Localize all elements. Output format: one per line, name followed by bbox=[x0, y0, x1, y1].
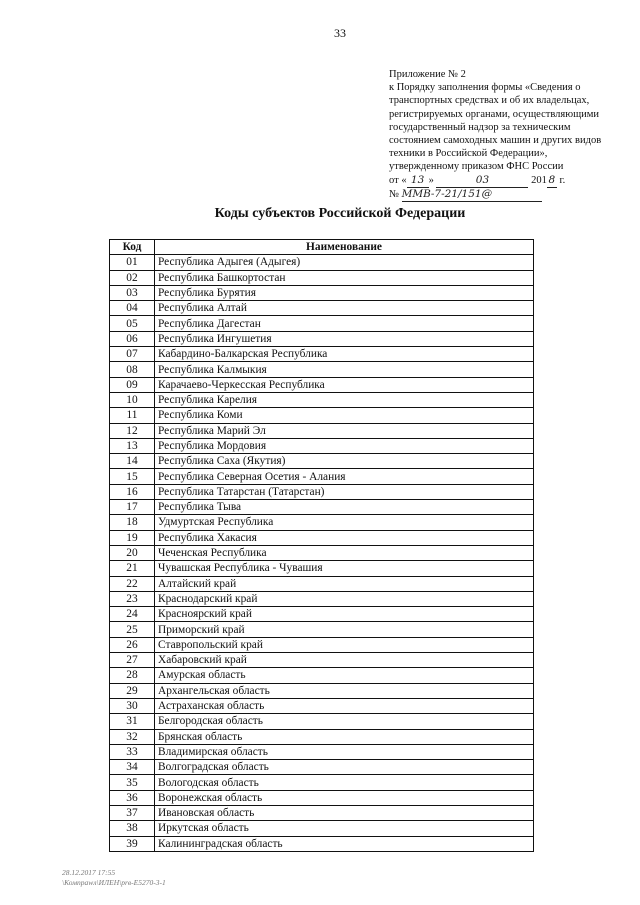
appendix-line: к Порядку заполнения формы «Сведения о bbox=[389, 82, 581, 94]
region-name: Воронежская область bbox=[155, 790, 534, 805]
region-name: Республика Коми bbox=[155, 408, 534, 423]
region-name: Брянская область bbox=[155, 729, 534, 744]
region-code: 18 bbox=[110, 515, 155, 530]
table-header-row bbox=[110, 240, 534, 255]
appendix-line: транспортных средствах и об их владельцах, bbox=[389, 95, 590, 107]
region-name: Красноярский край bbox=[155, 607, 534, 622]
footer-stamp bbox=[62, 868, 166, 888]
table-row bbox=[110, 760, 534, 775]
number-hand: ММВ-7-21/151@ bbox=[402, 188, 542, 202]
region-name: Краснодарский край bbox=[155, 591, 534, 606]
region-name: Приморский край bbox=[155, 622, 534, 637]
table-row bbox=[110, 576, 534, 591]
region-name: Ивановская область bbox=[155, 805, 534, 820]
date-day: 13 bbox=[407, 174, 429, 188]
table-row bbox=[110, 683, 534, 698]
table-row bbox=[110, 698, 534, 713]
region-code: 35 bbox=[110, 775, 155, 790]
region-code: 38 bbox=[110, 821, 155, 836]
table-row bbox=[110, 530, 534, 545]
region-code: 08 bbox=[110, 362, 155, 377]
appendix-line: регистрируемых органами, осуществляющими bbox=[389, 108, 600, 120]
table-row bbox=[110, 607, 534, 622]
appendix-block bbox=[389, 68, 619, 202]
region-code: 23 bbox=[110, 591, 155, 606]
region-code: 10 bbox=[110, 392, 155, 407]
table-row bbox=[110, 423, 534, 438]
table-row bbox=[110, 821, 534, 836]
table-row bbox=[110, 591, 534, 606]
region-name: Удмуртская Республика bbox=[155, 515, 534, 530]
region-name: Республика Саха (Якутия) bbox=[155, 454, 534, 469]
table-row bbox=[110, 301, 534, 316]
table-row bbox=[110, 714, 534, 729]
region-code: 04 bbox=[110, 301, 155, 316]
region-name: Амурская область bbox=[155, 668, 534, 683]
region-name: Хабаровский край bbox=[155, 653, 534, 668]
region-code: 28 bbox=[110, 668, 155, 683]
region-code: 11 bbox=[110, 408, 155, 423]
table-row bbox=[110, 270, 534, 285]
region-name: Республика Дагестан bbox=[155, 316, 534, 331]
region-code: 37 bbox=[110, 805, 155, 820]
table-row bbox=[110, 484, 534, 499]
region-code: 33 bbox=[110, 744, 155, 759]
region-code: 13 bbox=[110, 438, 155, 453]
order-date bbox=[389, 174, 619, 188]
region-code: 26 bbox=[110, 637, 155, 652]
region-name: Архангельская область bbox=[155, 683, 534, 698]
region-name: Астраханская область bbox=[155, 698, 534, 713]
region-name: Владимирская область bbox=[155, 744, 534, 759]
region-name: Вологодская область bbox=[155, 775, 534, 790]
region-name: Волгоградская область bbox=[155, 760, 534, 775]
table-row bbox=[110, 805, 534, 820]
table-row bbox=[110, 729, 534, 744]
region-name: Республика Татарстан (Татарстан) bbox=[155, 484, 534, 499]
region-code: 30 bbox=[110, 698, 155, 713]
table-row bbox=[110, 775, 534, 790]
region-code: 36 bbox=[110, 790, 155, 805]
table-row bbox=[110, 637, 534, 652]
region-name: Ставропольский край bbox=[155, 637, 534, 652]
region-code: 17 bbox=[110, 500, 155, 515]
table-row bbox=[110, 668, 534, 683]
table-row bbox=[110, 653, 534, 668]
table-row bbox=[110, 408, 534, 423]
date-mid: » bbox=[428, 174, 434, 186]
region-name: Республика Алтай bbox=[155, 301, 534, 316]
region-name: Республика Мордовия bbox=[155, 438, 534, 453]
region-name: Чувашская Республика - Чувашия bbox=[155, 561, 534, 576]
region-name: Белгородская область bbox=[155, 714, 534, 729]
table-body bbox=[110, 255, 534, 852]
region-name: Республика Адыгея (Адыгея) bbox=[155, 255, 534, 270]
region-code: 34 bbox=[110, 760, 155, 775]
date-month: 03 bbox=[436, 174, 528, 188]
region-code: 20 bbox=[110, 545, 155, 560]
table-row bbox=[110, 347, 534, 362]
region-name: Республика Тыва bbox=[155, 500, 534, 515]
table-row bbox=[110, 744, 534, 759]
table-row bbox=[110, 362, 534, 377]
table-row bbox=[110, 316, 534, 331]
region-code: 09 bbox=[110, 377, 155, 392]
region-name: Иркутская область bbox=[155, 821, 534, 836]
region-name: Калининградская область bbox=[155, 836, 534, 851]
region-code: 06 bbox=[110, 331, 155, 346]
region-name: Кабардино-Балкарская Республика bbox=[155, 347, 534, 362]
region-name: Карачаево-Черкесская Республика bbox=[155, 377, 534, 392]
appendix-line: техники в Российской Федерации», bbox=[389, 148, 548, 160]
table-row bbox=[110, 377, 534, 392]
table-row bbox=[110, 500, 534, 515]
region-code: 29 bbox=[110, 683, 155, 698]
region-code: 07 bbox=[110, 347, 155, 362]
footer-timestamp: 28.12.2017 17:55 bbox=[62, 868, 116, 877]
region-code: 25 bbox=[110, 622, 155, 637]
column-header-name: Наименование bbox=[155, 240, 534, 255]
table-row bbox=[110, 836, 534, 851]
region-code: 31 bbox=[110, 714, 155, 729]
date-prefix: от « bbox=[389, 174, 407, 186]
region-code: 02 bbox=[110, 270, 155, 285]
region-name: Республика Марий Эл bbox=[155, 423, 534, 438]
table-row bbox=[110, 545, 534, 560]
region-code: 32 bbox=[110, 729, 155, 744]
region-name: Республика Хакасия bbox=[155, 530, 534, 545]
region-codes-table bbox=[109, 239, 534, 852]
region-name: Республика Ингушетия bbox=[155, 331, 534, 346]
date-year-prefix: 201 bbox=[531, 174, 547, 186]
region-name: Алтайский край bbox=[155, 576, 534, 591]
region-name: Республика Северная Осетия - Алания bbox=[155, 469, 534, 484]
table-row bbox=[110, 561, 534, 576]
table-row bbox=[110, 454, 534, 469]
table-row bbox=[110, 790, 534, 805]
number-prefix: № bbox=[389, 188, 402, 200]
date-suffix: г. bbox=[556, 174, 566, 186]
region-name: Республика Карелия bbox=[155, 392, 534, 407]
region-code: 24 bbox=[110, 607, 155, 622]
region-name: Республика Башкортостан bbox=[155, 270, 534, 285]
region-code: 22 bbox=[110, 576, 155, 591]
region-code: 27 bbox=[110, 653, 155, 668]
date-year-hand: 8 bbox=[547, 174, 557, 188]
page-number: 33 bbox=[334, 26, 346, 40]
region-code: 14 bbox=[110, 454, 155, 469]
table-row bbox=[110, 515, 534, 530]
region-code: 19 bbox=[110, 530, 155, 545]
region-code: 16 bbox=[110, 484, 155, 499]
region-code: 15 bbox=[110, 469, 155, 484]
region-name: Республика Бурятия bbox=[155, 285, 534, 300]
region-code: 05 bbox=[110, 316, 155, 331]
column-header-code: Код bbox=[110, 240, 155, 255]
appendix-line: утвержденному приказом ФНС России bbox=[389, 161, 564, 173]
appendix-line: государственный надзор за техническим bbox=[389, 121, 571, 133]
region-code: 01 bbox=[110, 255, 155, 270]
appendix-line: Приложение № 2 bbox=[389, 69, 466, 80]
table-row bbox=[110, 438, 534, 453]
order-number bbox=[389, 188, 619, 202]
document-title: Коды субъектов Российской Федерации bbox=[214, 206, 466, 221]
region-code: 21 bbox=[110, 561, 155, 576]
region-name: Чеченская Республика bbox=[155, 545, 534, 560]
appendix-line: состоянием самоходных машин и других видов bbox=[389, 135, 602, 147]
table-row bbox=[110, 469, 534, 484]
region-code: 39 bbox=[110, 836, 155, 851]
footer-path: \Компраwл\ИЛЕН\prв-Е5270-3-1 bbox=[62, 878, 166, 887]
region-code: 12 bbox=[110, 423, 155, 438]
region-name: Республика Калмыкия bbox=[155, 362, 534, 377]
region-code: 03 bbox=[110, 285, 155, 300]
table-row bbox=[110, 392, 534, 407]
table-row bbox=[110, 331, 534, 346]
table-row bbox=[110, 285, 534, 300]
table-row bbox=[110, 255, 534, 270]
table-row bbox=[110, 622, 534, 637]
